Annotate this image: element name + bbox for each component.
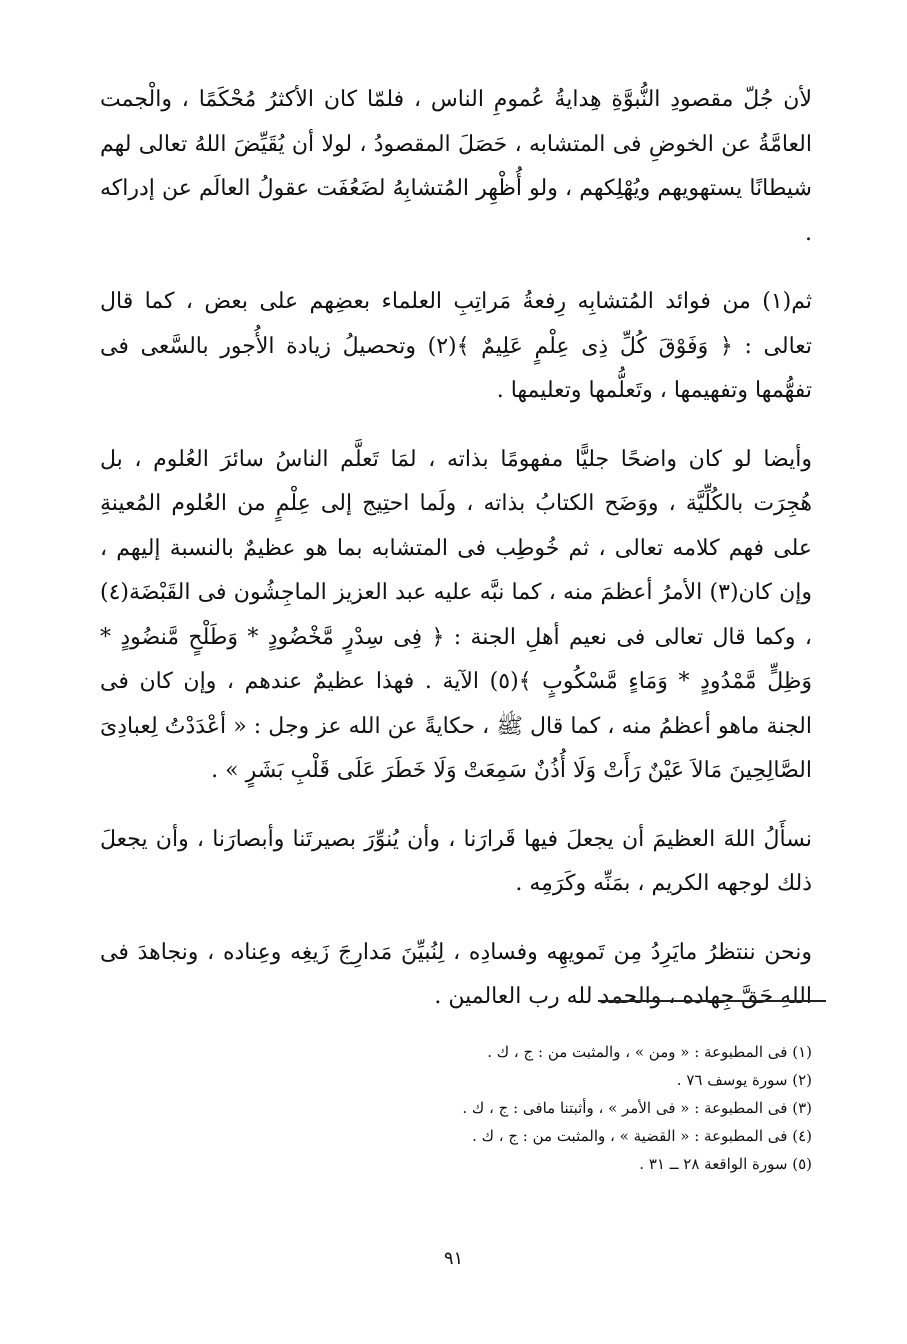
paragraph: ثم(١) من فوائد المُتشابِه رِفعةُ مَراتِبِ العلماء بعضِهم على بعض ، كما قال تعالى : ﴿ وَفَوْقَ كُلِّ ذِى عِلْمٍ عَلِيمٌ ﴾(٢) وتحصيلُ زيادة الأُجور بالسَّعى فى تفهُّمها وتفهيمها ، وتَعلُّمها وتعليمها . [100, 289, 813, 403]
page-number: ٩١ [443, 1248, 464, 1269]
paragraph: ونحن ننتظرُ مايَرِدُ مِن تَمويهِه وفسادِه ، لِنُبيِّنَ مَدارِجَ زَيغِه وعِناده ، ونجاهدَ فى اللهِ حَقَّ جِهاده ، والحمد لله رب العالمين . [100, 939, 813, 1009]
footnote: (١) فى المطبوعة : « ومن » ، والمثبت من : ج ، ك . [487, 1043, 812, 1061]
paragraph: لأن جُلّ مقصودِ النُّبوَّةِ هِدايةُ عُمومِ الناس ، فلمّا كان الأكثرُ مُحْكَمًا ، والْجمت العامَّةُ عن الخوضِ فى المتشابه ، حَصَلَ المقصودُ ، لولا أن يُقَيِّضَ اللهُ تعالى لهم شيطانًا يستهويهم ويُهْلِكهم ، ولو أُظْهِر المُتشابِهُ لضَعُفَت عقولُ العالَم عن إدراكه . [100, 87, 812, 246]
footnotes [352, 1038, 812, 1178]
paragraph: نسأَلُ اللهَ العظيمَ أن يجعلَ فيها قَرارَنا ، وأن يُنوِّرَ بصيرتَنا وأبصارَنا ، وأن يجعلَ ذلك لوجهه الكريم ، بمَنِّه وكَرَمِه . [100, 826, 812, 896]
footnote: (٤) فى المطبوعة : « القضية » ، والمثبت من : ج ، ك . [472, 1127, 812, 1145]
footnote: (٢) سورة يوسف ٧٦ . [676, 1071, 812, 1089]
main-text [100, 78, 812, 1044]
footnote: (٣) فى المطبوعة : « فى الأمر » ، وأثبتنا مافى : ج ، ك . [462, 1099, 812, 1117]
footnote-separator [598, 1000, 826, 1002]
paragraph: وأيضا لو كان واضحًا جليًّا مفهومًا بذاته ، لمَا تَعلَّم الناسُ سائرَ العُلوم ، بل هُجِرَت بالكُلِّيَّة ، ووَضَح الكتابُ بذاته ، ولَما احتِيج إلى عِلْمٍ من العُلوم المُعينةِ على فهم كلامه تعالى ، ثم خُوطِب فى المتشابه بما هو عظيمٌ بالنسبة إليهم ، وإن كان(٣) الأمرُ أعظمَ منه ، كما نبَّه عليه عبد العزيز الماجِشُون فى القَبْضَة(٤) ، وكما قال تعالى فى نعيم أهلِ الجنة : ﴿ فِى سِدْرٍ مَّخْضُودٍ * وَطَلْحٍ مَّنضُودٍ * وَظِلٍّ مَّمْدُودٍ * وَمَاءٍ مَّسْكُوبٍ ﴾(٥) الآية . فهذا عظيمٌ عندهم ، وإن كان فى الجنة ماهو أعظمُ منه ، كما قال ﷺ ، حكايةً عن الله عز وجل : « أعْدَدْتُ لِعبادِىَ الصَّالِحِينَ مَالاَ عَيْنٌ رَأَتْ وَلَا أُذُنٌ سَمِعَتْ وَلَا خَطَرَ عَلَى قَلْبِ بَشَرٍ » . [100, 446, 812, 783]
footnote: (٥) سورة الواقعة ٢٨ ــ ٣١ . [639, 1155, 812, 1173]
